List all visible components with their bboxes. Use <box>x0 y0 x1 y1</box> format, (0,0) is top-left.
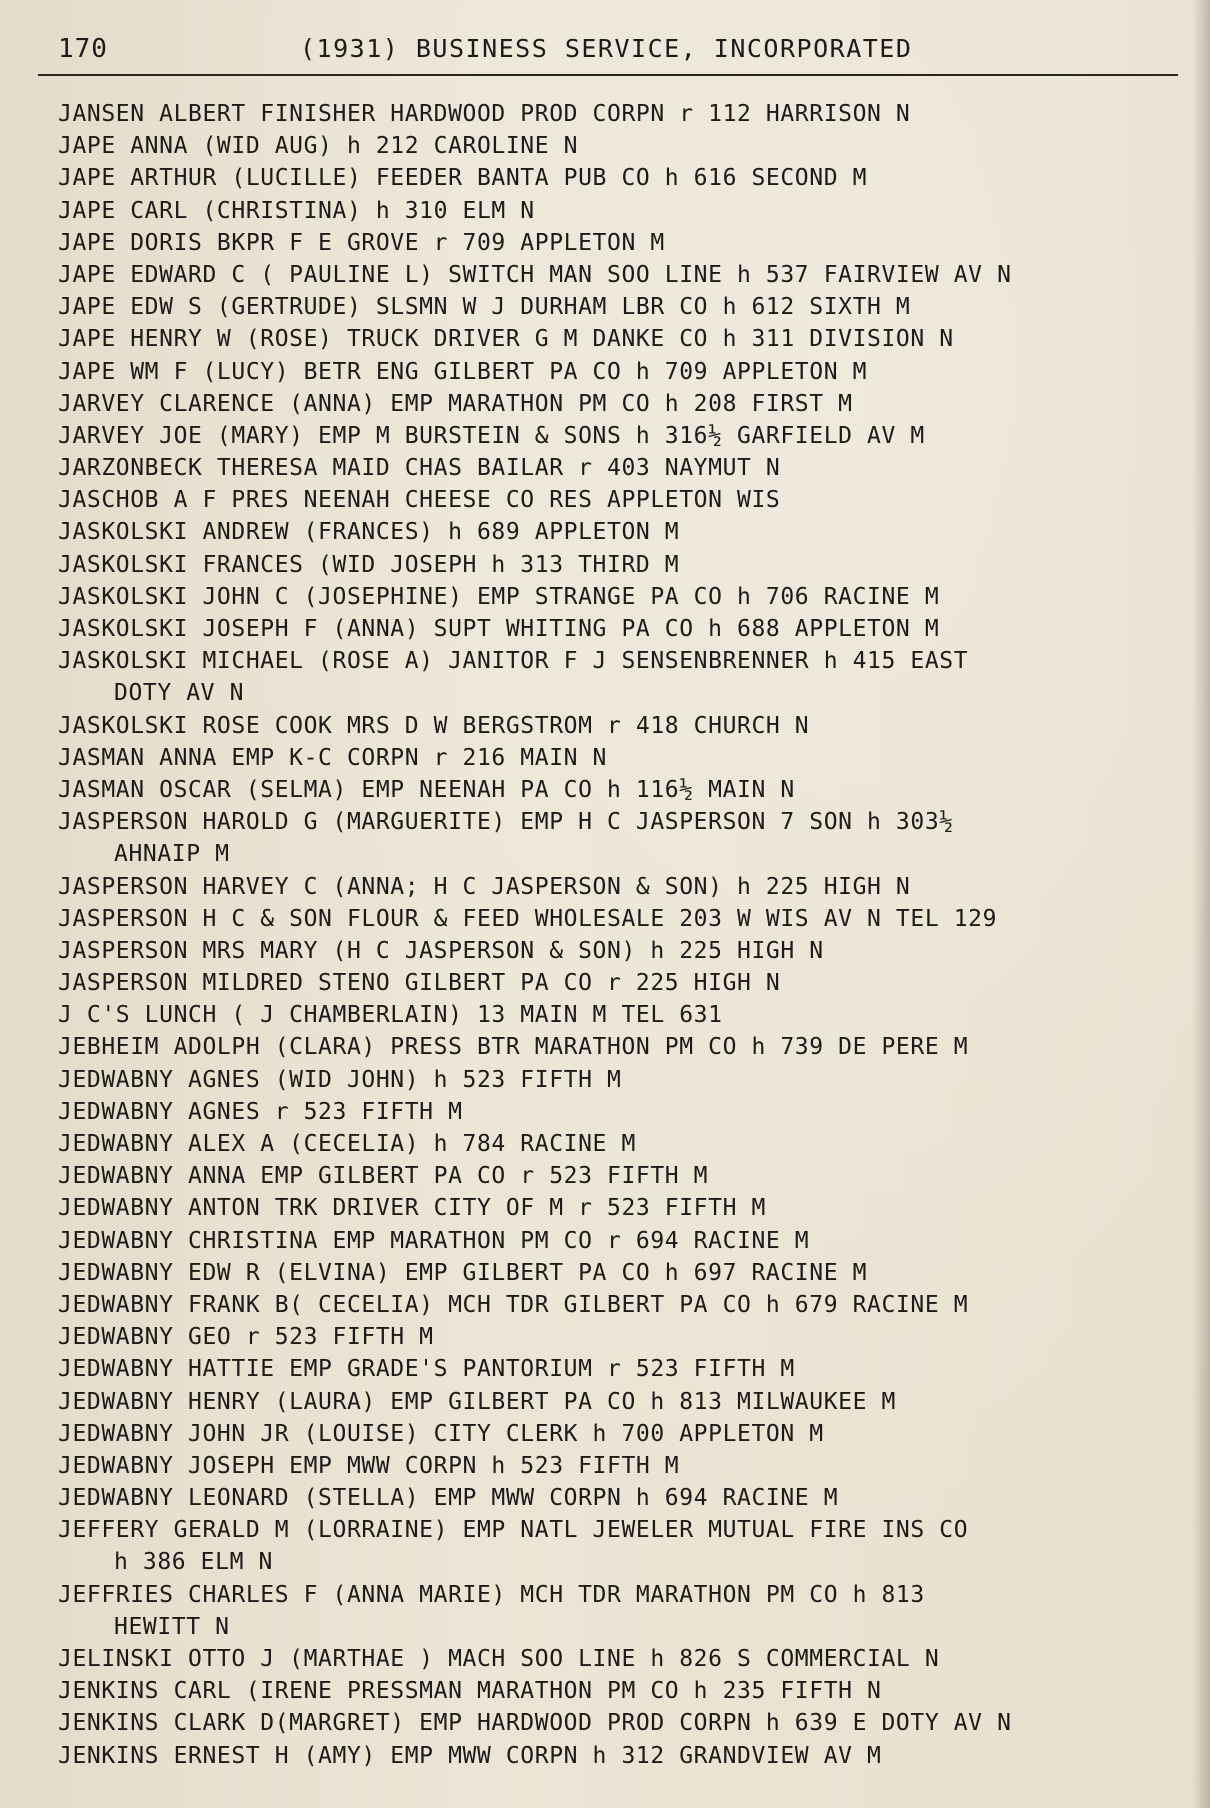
page-number: 170 <box>58 34 108 64</box>
directory-entry: JAPE ARTHUR (LUCILLE) FEEDER BANTA PUB CO h 616 SECOND M <box>58 165 868 192</box>
directory-entry: JASPERSON MRS MARY (H C JASPERSON & SON) h 225 HIGH N <box>58 937 824 964</box>
directory-entry: JENKINS CARL (IRENE PRESSMAN MARATHON PM CO h 235 FIFTH N <box>58 1678 882 1705</box>
directory-entry: JEDWABNY ALEX A (CECELIA) h 784 RACINE M <box>58 1131 636 1157</box>
directory-entry: JASPERSON HAROLD G (MARGUERITE) EMP H C JASPERSON 7 SON h 303½ <box>58 809 954 836</box>
directory-entry: JENKINS ERNEST H (AMY) EMP MWW CORPN h 312 GRANDVIEW AV M <box>58 1742 882 1769</box>
directory-entry: JANSEN ALBERT FINISHER HARDWOOD PROD CORPN r 112 HARRISON N <box>58 101 911 127</box>
directory-entry: JEDWABNY JOHN JR (LOUISE) CITY CLERK h 700 APPLETON M <box>58 1420 824 1447</box>
directory-entry: JARVEY CLARENCE (ANNA) EMP MARATHON PM CO h 208 FIRST M <box>58 390 853 417</box>
directory-entry: JASPERSON H C & SON FLOUR & FEED WHOLESALE 203 W WIS AV N TEL 129 <box>58 905 998 932</box>
directory-entries <box>58 98 1178 1772</box>
directory-entry: JEFFERY GERALD M (LORRAINE) EMP NATL JEWELER MUTUAL FIRE INS CO <box>58 1517 969 1544</box>
directory-entry: JEDWABNY FRANK B( CECELIA) MCH TDR GILBERT PA CO h 679 RACINE M <box>58 1291 969 1318</box>
directory-entry: JASMAN OSCAR (SELMA) EMP NEENAH PA CO h 116½ MAIN N <box>58 776 795 803</box>
directory-entry: JEDWABNY EDW R (ELVINA) EMP GILBERT PA CO h 697 RACINE M <box>58 1259 868 1286</box>
directory-entry: J C'S LUNCH ( J CHAMBERLAIN) 13 MAIN M TEL 631 <box>58 1002 723 1029</box>
directory-entry: JASKOLSKI JOSEPH F (ANNA) SUPT WHITING PA CO h 688 APPLETON M <box>58 616 940 642</box>
directory-entry: JENKINS CLARK D(MARGRET) EMP HARDWOOD PROD CORPN h 639 E DOTY AV N <box>58 1710 1012 1737</box>
directory-entry: JAPE WM F (LUCY) BETR ENG GILBERT PA CO h 709 APPLETON M <box>58 358 868 385</box>
directory-entry: JASCHOB A F PRES NEENAH CHEESE CO RES APPLETON WIS <box>58 487 781 514</box>
page-edge-shadow <box>1192 0 1210 1808</box>
directory-entry: JASKOLSKI ANDREW (FRANCES) h 689 APPLETON M <box>58 519 680 546</box>
header-rule <box>38 74 1178 76</box>
directory-entry: JAPE HENRY W (ROSE) TRUCK DRIVER G M DANKE CO h 311 DIVISION N <box>58 326 954 353</box>
directory-entry: JAPE ANNA (WID AUG) h 212 CAROLINE N <box>58 133 579 160</box>
directory-entry: JEDWABNY LEONARD (STELLA) EMP MWW CORPN h 694 RACINE M <box>58 1485 839 1512</box>
directory-entry: JELINSKI OTTO J (MARTHAE ) MACH SOO LINE h 826 S COMMERCIAL N <box>58 1646 940 1672</box>
directory-entry: JARVEY JOE (MARY) EMP M BURSTEIN & SONS h 316½ GARFIELD AV M <box>58 422 925 449</box>
directory-entry: JEDWABNY CHRISTINA EMP MARATHON PM CO r 694 RACINE M <box>58 1227 810 1254</box>
directory-entry: JEDWABNY HATTIE EMP GRADE'S PANTORIUM r 523 FIFTH M <box>58 1356 795 1383</box>
directory-entry: JASMAN ANNA EMP K-C CORPN r 216 MAIN N <box>58 744 607 771</box>
directory-entry: JASKOLSKI FRANCES (WID JOSEPH h 313 THIRD M <box>58 551 680 578</box>
directory-entry: JEDWABNY ANNA EMP GILBERT PA CO r 523 FIFTH M <box>58 1163 709 1190</box>
directory-entry: JARZONBECK THERESA MAID CHAS BAILAR r 403 NAYMUT N <box>58 455 781 482</box>
directory-entry: JAPE CARL (CHRISTINA) h 310 ELM N <box>58 197 535 224</box>
directory-entry-continuation: DOTY AV N <box>114 680 245 707</box>
directory-entry: JEDWABNY JOSEPH EMP MWW CORPN h 523 FIFTH M <box>58 1452 680 1479</box>
page-header <box>0 30 1210 80</box>
directory-entry: JASPERSON MILDRED STENO GILBERT PA CO r 225 HIGH N <box>58 970 781 997</box>
directory-entry: JEDWABNY GEO r 523 FIFTH M <box>58 1324 434 1351</box>
directory-entry-continuation: AHNAIP M <box>114 841 230 868</box>
directory-entry: JEDWABNY AGNES r 523 FIFTH M <box>58 1098 463 1125</box>
directory-entry: JEDWABNY HENRY (LAURA) EMP GILBERT PA CO h 813 MILWAUKEE M <box>58 1388 896 1415</box>
directory-entry: JASKOLSKI ROSE COOK MRS D W BERGSTROM r 418 CHURCH N <box>58 712 810 739</box>
directory-entry: JEFFRIES CHARLES F (ANNA MARIE) MCH TDR MARATHON PM CO h 813 <box>58 1581 925 1608</box>
directory-entry: JEBHEIM ADOLPH (CLARA) PRESS BTR MARATHON PM CO h 739 DE PERE M <box>58 1034 969 1061</box>
directory-entry: JAPE EDWARD C ( PAULINE L) SWITCH MAN SOO LINE h 537 FAIRVIEW AV N <box>58 261 1012 288</box>
directory-entry: JAPE EDW S (GERTRUDE) SLSMN W J DURHAM LBR CO h 612 SIXTH M <box>58 294 911 321</box>
directory-entry-continuation: h 386 ELM N <box>114 1549 273 1576</box>
directory-entry: JASKOLSKI JOHN C (JOSEPHINE) EMP STRANGE PA CO h 706 RACINE M <box>58 583 940 610</box>
directory-entry: JASPERSON HARVEY C (ANNA; H C JASPERSON & SON) h 225 HIGH N <box>58 873 911 900</box>
directory-entry: JEDWABNY ANTON TRK DRIVER CITY OF M r 523 FIFTH M <box>58 1195 766 1222</box>
running-head: (1931) BUSINESS SERVICE, INCORPORATED <box>300 34 913 63</box>
directory-entry: JAPE DORIS BKPR F E GROVE r 709 APPLETON M <box>58 229 665 256</box>
directory-entry: JASKOLSKI MICHAEL (ROSE A) JANITOR F J SENSENBRENNER h 415 EAST <box>58 648 969 675</box>
directory-entry-continuation: HEWITT N <box>114 1613 230 1640</box>
directory-entry: JEDWABNY AGNES (WID JOHN) h 523 FIFTH M <box>58 1066 622 1093</box>
